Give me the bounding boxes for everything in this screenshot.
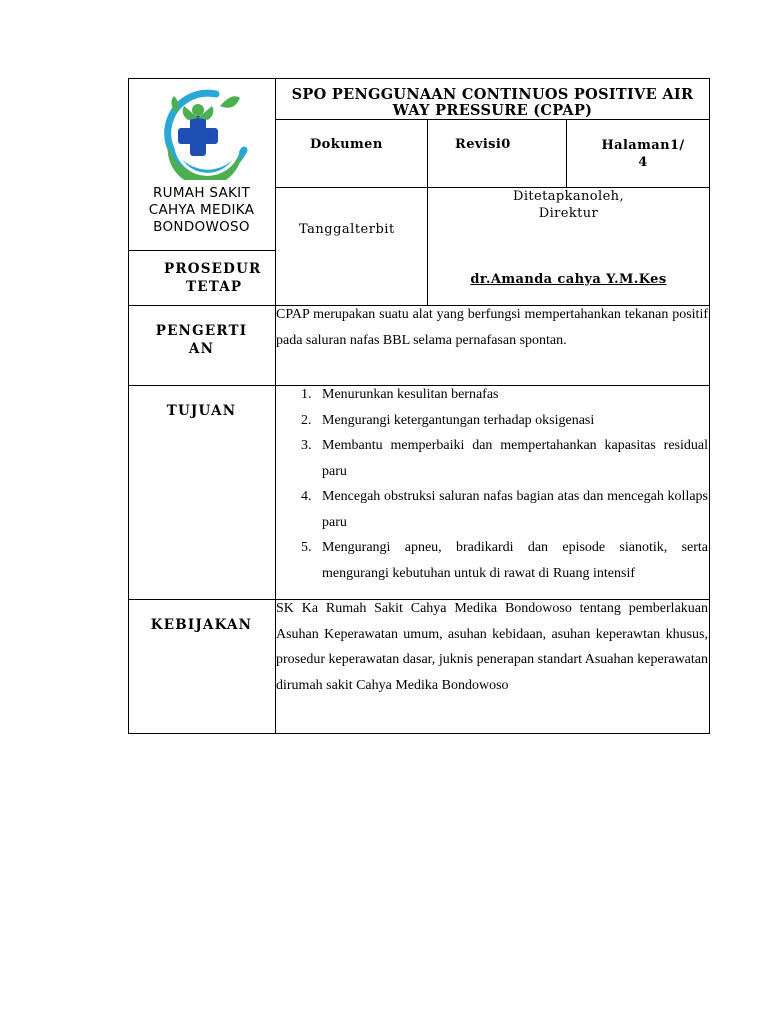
prosedur-line-1: PROSEDUR: [164, 261, 262, 277]
dokumen-label: Dokumen: [310, 137, 383, 152]
list-item-text: Mencegah obstruksi saluran nafas bagian atas dan mencegah kollaps paru: [322, 489, 708, 530]
row-divider-logo: [128, 250, 276, 251]
document-title: [276, 87, 709, 119]
divider-revisi-halaman: [566, 119, 567, 188]
list-number: 1.: [301, 387, 312, 402]
hospital-name-line-2: CAHYA MEDIKA: [148, 202, 255, 218]
document-title-line-1: SPO PENGGUNAAN CONTINUOS POSITIVE AIR: [291, 86, 694, 103]
table-border-bottom: [128, 733, 710, 734]
row-divider-title: [275, 119, 710, 120]
pengertian-label: [128, 322, 275, 358]
ditetapkan-oleh: [428, 188, 709, 222]
list-item-text: Menurunkan kesulitan bernafas: [322, 387, 499, 402]
list-item: [276, 433, 708, 484]
list-item: [276, 382, 708, 408]
table-border-right: [709, 78, 710, 734]
halaman-line-1: Halaman1/: [601, 138, 685, 153]
hospital-logo: [146, 84, 252, 180]
list-number: 5.: [301, 540, 312, 555]
list-item-text: Membantu memperbaiki dan mempertahankan kapasitas residual paru: [322, 438, 708, 479]
tujuan-label: TUJUAN: [166, 403, 237, 419]
list-item: [276, 408, 708, 434]
tujuan-items: [276, 382, 708, 586]
halaman-line-2: 4: [638, 155, 648, 170]
tujuan-list: [276, 382, 708, 586]
divider-dokumen-revisi: [427, 119, 428, 188]
list-number: 3.: [301, 438, 312, 453]
pengertian-line-1: PENGERTI: [155, 323, 248, 339]
document-title-line-2: WAY PRESSURE (CPAP): [392, 102, 593, 119]
list-item-text: Mengurangi apneu, bradikardi dan episode sianotik, serta mengurangi kebutuhan untuk di rawat di Ruang intensif: [322, 540, 708, 581]
direktur-name: dr.Amanda cahya Y.M.Kes: [470, 272, 667, 287]
kebijakan-label: KEBIJAKAN: [150, 617, 253, 633]
medical-cross-leaf-logo-icon: [146, 84, 252, 180]
tanggal-terbit-label: Tanggalterbit: [299, 222, 395, 237]
ditetapkan-line-1: Ditetapkanoleh,: [513, 189, 624, 204]
list-number: 2.: [301, 412, 312, 428]
hospital-name-line-1: RUMAH SAKIT: [152, 185, 251, 201]
prosedur-tetap-label: [128, 260, 275, 296]
pengertian-line-2: AN: [188, 341, 215, 357]
halaman-label: [580, 137, 706, 171]
hospital-name-line-3: BONDOWOSO: [153, 219, 250, 235]
hospital-name: [128, 185, 275, 236]
kebijakan-text: SK Ka Rumah Sakit Cahya Medika Bondowoso tentang pemberlakuan Asuhan Keperawatan umum, asuhan kebidaan, asuhan keperawtan khusus, prosedur keperawatan dasar, juknis penerapan standart Asuahan keperawatan dirumah sakit Cahya Medika Bondowoso: [276, 601, 708, 693]
prosedur-line-2: TETAP: [186, 279, 243, 295]
list-item: [276, 484, 708, 535]
pengertian-text: CPAP merupakan suatu alat yang berfungsi mempertahankan tekanan positif pada saluran nafas BBL selama pernafasan spontan.: [276, 307, 708, 348]
list-item: [276, 535, 708, 586]
list-number: 4.: [301, 489, 312, 504]
table-border-top: [128, 78, 710, 79]
list-item-text: Mengurangi ketergantungan terhadap oksigenasi: [322, 412, 595, 428]
revisi-label: Revisi0: [455, 137, 511, 152]
ditetapkan-line-2: Direktur: [538, 206, 599, 221]
